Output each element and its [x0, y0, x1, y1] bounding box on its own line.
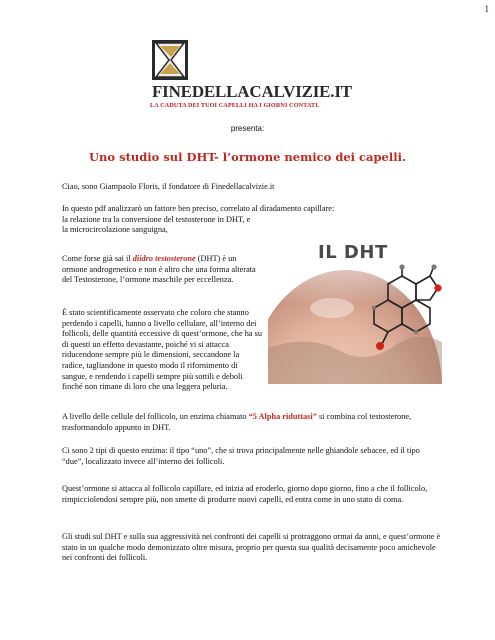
scope-line-1: In questo pdf analizzarò un fattore ben preciso, correlato al diradamento capillare: [62, 204, 335, 213]
presenta-label: presenta: [230, 124, 265, 133]
paragraph-enzyme [62, 412, 442, 433]
logo-name: FINEDELLACALVIZIE.IT [152, 82, 352, 101]
site-logo [150, 38, 350, 108]
molecule-diagram [362, 264, 442, 356]
paragraph-enzyme-types: Ci sono 2 tipi di questo enzima: il tipo “uno”, che si trova principalmente nelle ghiandole sebacee, ed il tipo “due”, localizzato invece all’interno dei follicoli. [62, 446, 420, 466]
hourglass-logo-icon [150, 38, 190, 82]
paragraph-dht-definition [62, 254, 262, 286]
figure-title: IL DHT [318, 242, 388, 263]
dht-term: diidro testosterone [132, 254, 196, 263]
definition-text-start: Come forse già sai il [62, 254, 133, 263]
logo-tagline: LA CADUTA DEI TUOI CAPELLI HA I GIORNI CONTATI. [150, 102, 320, 109]
enzyme-text-start: A livello delle cellule del follicolo, un enzima chiamato [62, 412, 249, 421]
dht-figure [268, 238, 442, 384]
enzyme-text-end: si combina col testosterone, trasformandolo appunto in DHT. [62, 412, 412, 432]
enzyme-name: “5 Alpha riduttasi” [248, 412, 317, 421]
scope-line-3: la microcircolazione sanguigna, [62, 225, 168, 235]
paragraph-follicle-erosion: Quest’ormone si attacca al follicolo capillare, ed inizia ad eroderlo, giorno dopo giorno, fino a che il follicolo, rimpicciolendosi sempre più, non smette di produrre nuovi capelli, ed entra come in uno stato di coma. [62, 484, 428, 504]
paragraph-observation: È stato scientificamente osservato che coloro che stanno perdendo i capelli, hanno a livello cellulare, all’interno dei follicoli, delle quantità eccessive di quest’ormone, che ha su di questi un effetto devastante, poiché vi si attacca riducendone sempre più le dimensioni, seccandone la radice, tagliandone in questo modo il rifornimento di sangue, e rendendo i capelli sempre più sottili e deboli finché non rimane di loro che una leggera peluria. [62, 308, 262, 392]
page-number: 1 [484, 4, 489, 14]
paragraph-scope [62, 204, 442, 236]
scope-line-2: la relazione tra la conversione del testosterone in DHT, e [62, 214, 251, 224]
paragraph-intro: Ciao, sono Giampaolo Floris, il fondatore di Finedellacalvizie.it [62, 182, 275, 191]
document-title: Uno studio sul DHT- l’ormone nemico dei capelli. [89, 150, 406, 164]
paragraph-studies: Gli studi sul DHT e sulla sua aggressività nei confronti dei capelli si protraggono ormai da anni, e quest’ormone è stato in un qualche modo demonizzato oltre misura, proprio per questa sua qualità decisamente poco amichevole nei confronti dei follicoli. [62, 532, 441, 563]
definition-text-end: (DHT) è un ormone androgenetico e non è altro che una forma alterata del Testosterone, l’ormone maschile per eccellenza. [62, 254, 256, 285]
